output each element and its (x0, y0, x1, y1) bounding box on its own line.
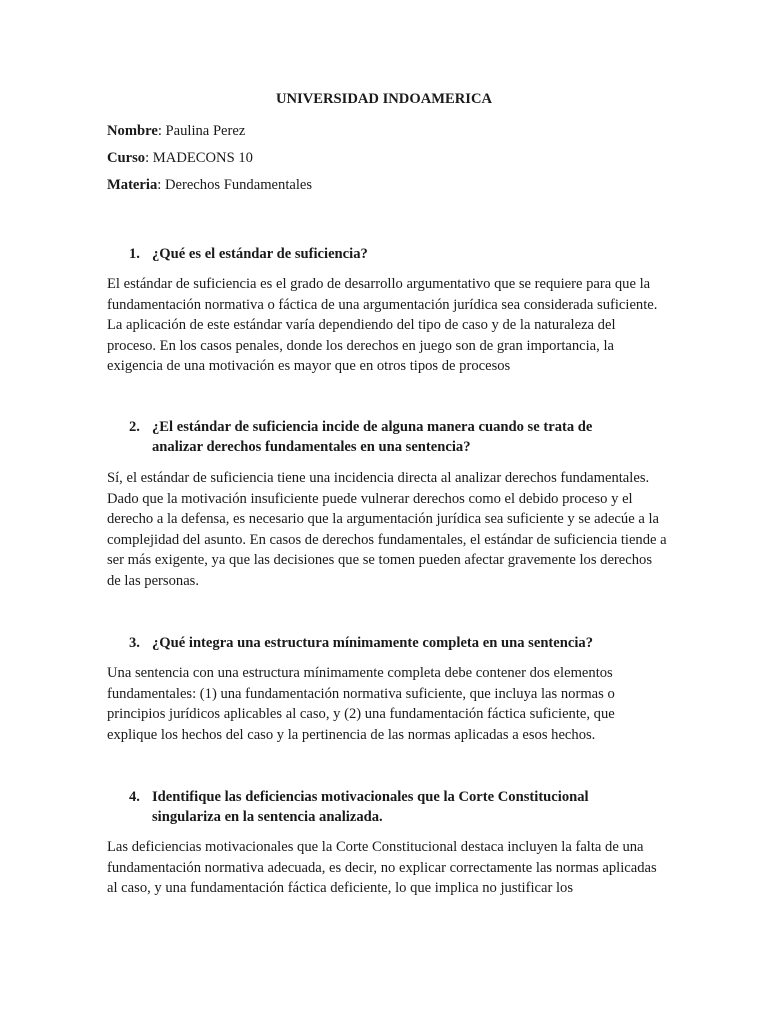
question-number: 4. (129, 789, 140, 805)
question-text: ¿El estándar de suficiencia incide de alguna manera cuando se trata de analizar derechos fundamentales en una sentencia? (152, 419, 593, 455)
question-1 (129, 244, 629, 264)
meta-curso (107, 148, 253, 168)
meta-nombre (107, 121, 245, 141)
question-number: 2. (129, 419, 140, 435)
question-text: ¿Qué integra una estructura mínimamente completa en una sentencia? (152, 635, 594, 651)
question-number: 3. (129, 635, 140, 651)
document-title: UNIVERSIDAD INDOAMERICA (275, 91, 493, 107)
question-text: Identifique las deficiencias motivacionales que la Corte Constitucional singulariza en la sentencia analizada. (152, 789, 589, 825)
meta-label: Nombre (107, 123, 158, 139)
meta-label: Materia (107, 177, 158, 193)
answer-1: El estándar de suficiencia es el grado de desarrollo argumentativo que se requiere para que la fundamentación normativa o fáctica de una argumentación jurídica sea considerada suficiente. La aplicación de este estándar varía dependiendo del tipo de caso y de la naturaleza del proceso. En los casos penales, donde los derechos en juego son de gran importancia, la exigencia de una motivación es mayor que en otros tipos de procesos (107, 276, 658, 375)
question-text: ¿Qué es el estándar de suficiencia? (152, 246, 368, 262)
question-number: 1. (129, 246, 140, 262)
question-2 (129, 417, 629, 457)
meta-value: : MADECONS 10 (145, 150, 253, 166)
answer-4: Las deficiencias motivacionales que la Corte Constitucional destaca incluyen la falta de una fundamentación normativa adecuada, es decir, no explicar correctamente las normas aplicadas al caso, y una fundamentación fáctica deficiente, lo que implica no justificar los (107, 839, 657, 897)
answer-3: Una sentencia con una estructura mínimamente completa debe contener dos elementos fundamentales: (1) una fundamentación normativa suficiente, que incluya las normas o principios jurídicos aplicables al caso, y (2) una fundamentación fáctica suficiente, que explique los hechos del caso y la pertinencia de las normas aplicadas a esos hechos. (107, 665, 615, 743)
meta-value: : Paulina Perez (157, 123, 246, 139)
answer-2: Sí, el estándar de suficiencia tiene una incidencia directa al analizar derechos fundamentales. Dado que la motivación insuficiente puede vulnerar derechos como el debido proceso y el derecho a la defensa, es necesario que la argumentación jurídica sea suficiente y se adecúe a la complejidad del asunto. En casos de derechos fundamentales, el estándar de suficiencia tiende a ser más exigente, ya que las decisiones que se tomen pueden afectar gravemente los derechos de las personas. (107, 470, 667, 589)
meta-materia (107, 175, 312, 195)
meta-label: Curso (107, 150, 146, 166)
meta-value: : Derechos Fundamentales (157, 177, 313, 193)
question-3 (129, 633, 629, 653)
question-4 (129, 787, 629, 827)
